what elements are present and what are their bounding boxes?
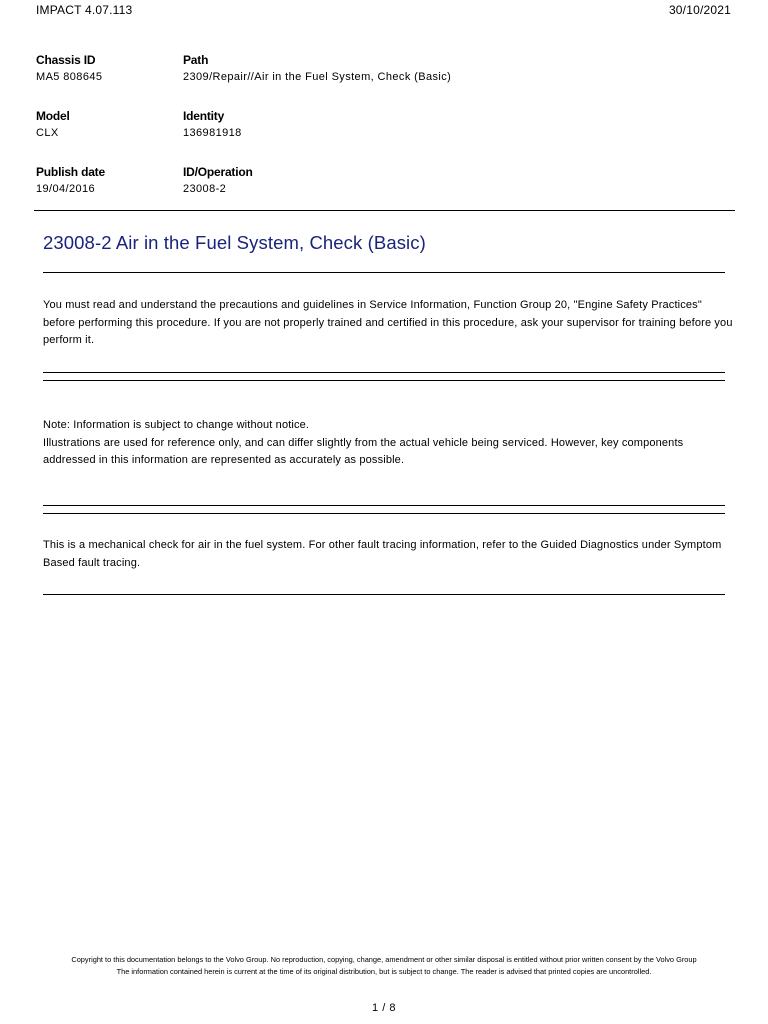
id-operation-field xyxy=(183,165,683,221)
publish-date-value: 19/04/2016 xyxy=(36,183,96,195)
divider xyxy=(43,505,725,506)
print-date: 30/10/2021 xyxy=(668,3,731,17)
divider xyxy=(43,594,725,595)
publish-date-label: Publish date xyxy=(36,165,105,179)
metadata-row xyxy=(36,53,736,109)
intro-text: This is a mechanical check for air in the fuel system. For other fault tracing information, refer to the Guided Diagnostics under Symptom Based fault tracing. xyxy=(43,539,722,569)
intro-section xyxy=(43,537,733,572)
identity-label: Identity xyxy=(183,109,225,123)
metadata-row xyxy=(36,109,736,165)
path-label: Path xyxy=(183,53,209,67)
chassis-id-label: Chassis ID xyxy=(36,53,96,67)
metadata-row xyxy=(36,165,736,221)
path-field xyxy=(183,53,683,109)
illustration-note-text: Illustrations are used for reference only, and can differ slightly from the actual vehicle being serviced. However, key components addressed in this information are represented as accurately as possible. xyxy=(43,436,684,466)
footer xyxy=(28,954,740,978)
note-text: Note: Information is subject to change without notice. xyxy=(43,419,310,431)
copyright-text: Copyright to this documentation belongs to the Volvo Group. No reproduction, copying, change, amendment or other similar disposal is entitled without prior written consent by the Volvo Group xyxy=(71,955,697,964)
divider xyxy=(43,380,725,381)
model-field xyxy=(36,109,183,165)
chassis-id-field xyxy=(36,53,183,109)
page-number: 1 / 8 xyxy=(372,1002,396,1014)
identity-field xyxy=(183,109,683,165)
publish-date-field xyxy=(36,165,183,221)
divider xyxy=(43,272,725,273)
app-version: IMPACT 4.07.113 xyxy=(36,3,133,17)
model-label: Model xyxy=(36,109,70,123)
model-value: CLX xyxy=(36,127,59,139)
divider xyxy=(43,372,725,373)
document-metadata xyxy=(36,53,736,221)
safety-notice xyxy=(43,297,733,350)
id-operation-value: 23008-2 xyxy=(183,183,227,195)
safety-text: You must read and understand the precautions and guidelines in Service Information, Function Group 20, "Engine Safety Practices" before performing this procedure. If you are not properly trained and certified in this procedure, ask your supervisor for training before you perform it. xyxy=(43,299,733,346)
path-value: 2309/Repair//Air in the Fuel System, Check (Basic) xyxy=(183,71,452,83)
header-divider xyxy=(34,210,735,211)
chassis-id-value: MA5 808645 xyxy=(36,71,103,83)
disclaimer-text: The information contained herein is current at the time of its original distribution, but is subject to change. The reader is advised that printed copies are uncontrolled. xyxy=(116,967,652,976)
document-title: 23008-2 Air in the Fuel System, Check (Basic) xyxy=(43,232,426,253)
id-operation-label: ID/Operation xyxy=(183,165,253,179)
divider xyxy=(43,513,725,514)
identity-value: 136981918 xyxy=(183,127,242,139)
note-section xyxy=(43,417,733,470)
